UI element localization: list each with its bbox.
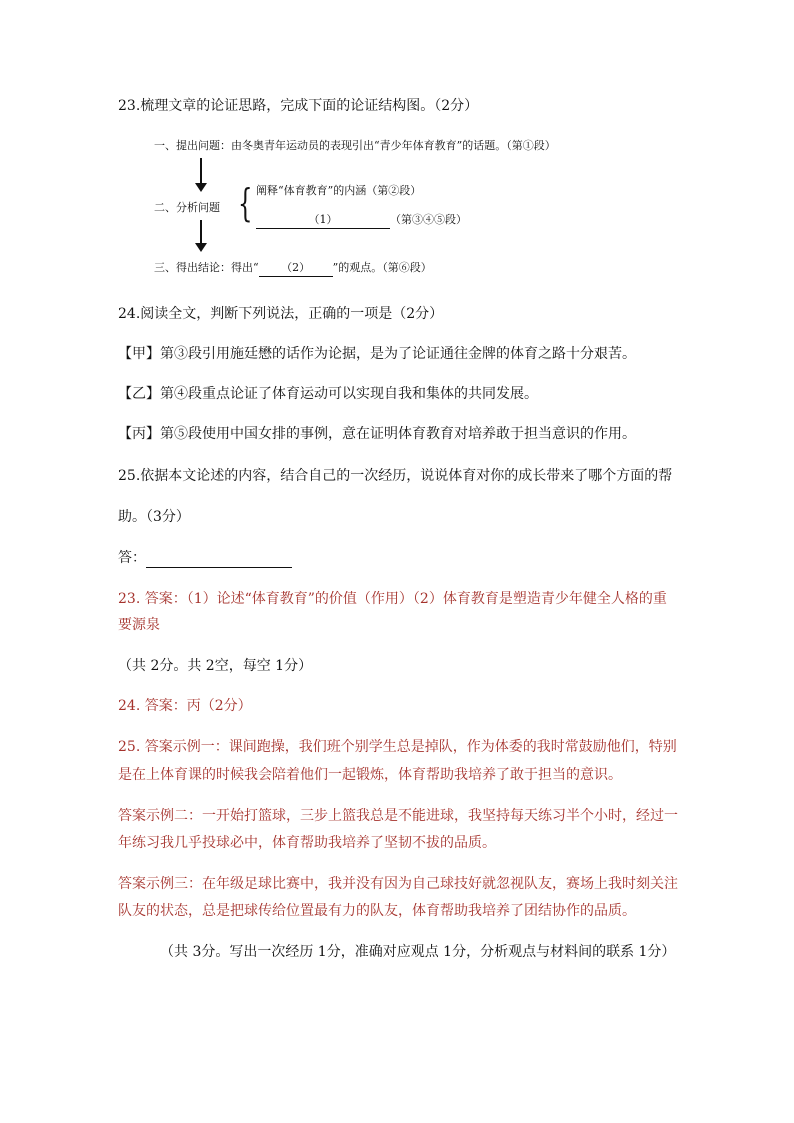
q24-option-bing: 【丙】第⑤段使用中国女排的事例，意在证明体育教育对培养敢于担当意识的作用。 xyxy=(118,426,636,442)
answer-label: 答： xyxy=(118,550,146,566)
blank-1[interactable]: （1） xyxy=(256,212,390,229)
down-arrow-icon xyxy=(200,220,202,244)
answer-23-line-1: 23. 答案：（1）论述“体育教育”的价值（作用）（2）体育教育是塑造青少年健全人格的重 xyxy=(118,591,667,607)
diagram-step-1: 一、提出问题：由冬奥青年运动员的表现引出“青少年体育教育”的话题。（第①段） xyxy=(154,139,556,152)
q23-title: 23.梳理文章的论证思路，完成下面的论证结构图。（2分） xyxy=(118,98,479,114)
brace-icon: { xyxy=(238,181,253,225)
answer-25-score: （共 3分。写出一次经历 1分，准确对应观点 1分，分析观点与材料间的联系 1分） xyxy=(160,944,676,960)
q25-answer-line xyxy=(118,548,292,568)
answer-25-example-2-line-1: 答案示例二：一开始打篮球，三步上篮我总是不能进球，我坚持每天练习半个小时，经过一 xyxy=(118,808,678,824)
argument-structure-diagram xyxy=(118,130,678,290)
answer-25-example-1-line-2: 是在上体育课的时候我会陪着他们一起锻炼，体育帮助我培养了敢于担当的意识。 xyxy=(118,767,622,783)
branch-2-suffix: （第③④⑤段） xyxy=(390,213,467,226)
step-3-suffix: ”的观点。（第⑥段） xyxy=(332,261,432,274)
q24-title: 24.阅读全文，判断下列说法，正确的一项是（2分） xyxy=(118,306,444,322)
answer-25-example-2-line-2: 年练习我几乎投球必中，体育帮助我培养了坚韧不拔的品质。 xyxy=(118,835,496,851)
q25-line-1: 25.依据本文论述的内容，结合自己的一次经历，说说体育对你的成长带来了哪个方面的帮 xyxy=(118,468,673,484)
answer-25-example-1-line-1: 25. 答案示例一：课间跑操，我们班个别学生总是掉队，作为体委的我时常鼓励他们，特别 xyxy=(118,739,677,755)
answer-25-example-3-line-2: 队友的状态，总是把球传给位置最有力的队友，体育帮助我培养了团结协作的品质。 xyxy=(118,903,636,919)
q25-line-2: 助。（3分） xyxy=(118,509,190,525)
q24-option-yi: 【乙】第④段重点论证了体育运动可以实现自我和集体的共同发展。 xyxy=(118,386,538,402)
down-arrow-icon xyxy=(200,158,202,184)
blank-2[interactable]: （2） xyxy=(259,260,333,277)
answer-25-example-3-line-1: 答案示例三：在年级足球比赛中，我并没有因为自己球技好就忽视队友，赛场上我时刻关注 xyxy=(118,876,678,892)
step-3-prefix: 三、得出结论：得出“ xyxy=(154,261,259,274)
diagram-branch-2 xyxy=(256,212,467,229)
answer-23-score: （共 2分。共 2空，每空 1分） xyxy=(118,658,313,674)
q24-option-jia: 【甲】第③段引用施廷懋的话作为论据，是为了论证通往金牌的体育之路十分艰苦。 xyxy=(118,346,636,362)
diagram-step-3 xyxy=(154,260,432,277)
answer-24: 24. 答案：丙（2分） xyxy=(118,698,252,714)
answer-23-line-2: 要源泉 xyxy=(118,617,160,633)
diagram-step-2: 二、分析问题 xyxy=(154,201,220,214)
answer-blank[interactable] xyxy=(146,553,292,568)
diagram-branch-1: 阐释“体育教育”的内涵（第②段） xyxy=(256,184,422,197)
